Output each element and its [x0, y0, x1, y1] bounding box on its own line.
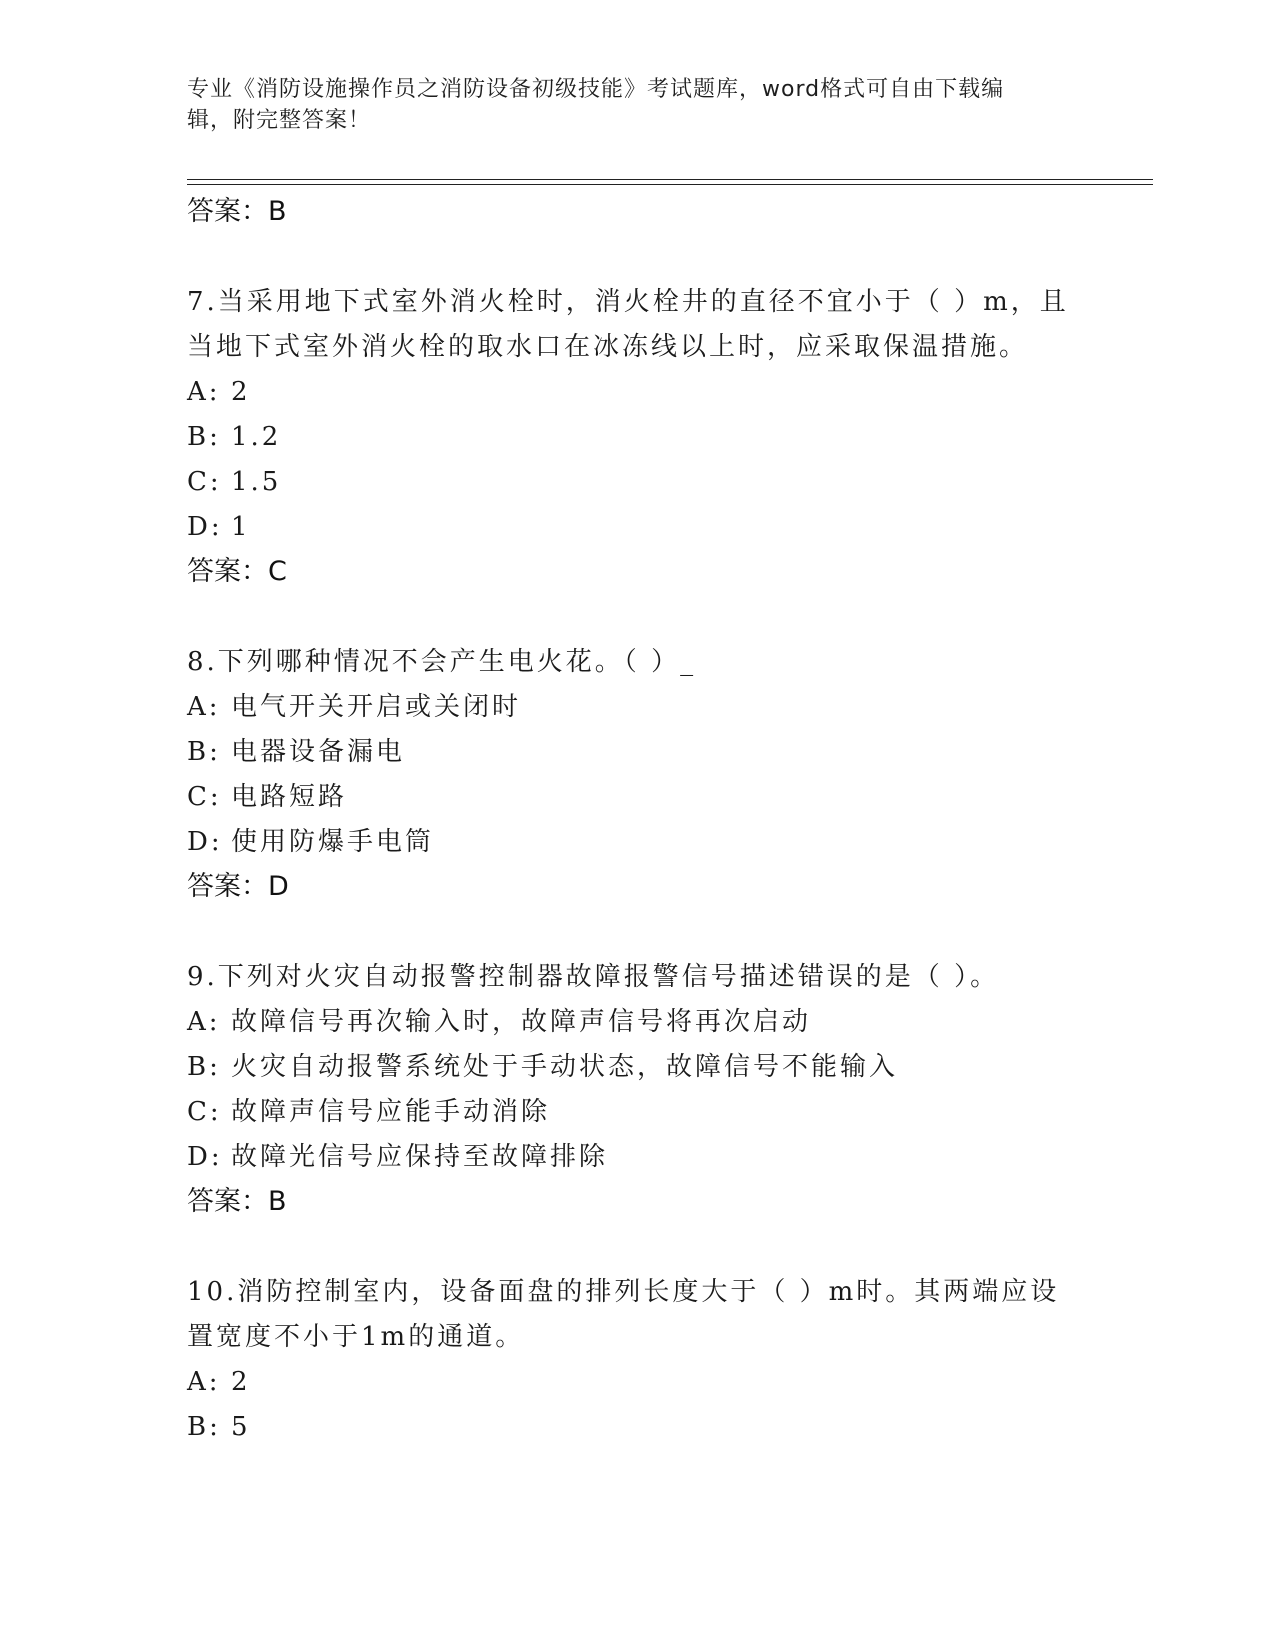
option-text: 2 [231, 1367, 251, 1397]
question-stem [187, 955, 1087, 1000]
option-a [187, 1000, 1087, 1045]
answer: 答案：C [187, 556, 287, 587]
option-text: 电气开关开启或关闭时 [231, 692, 522, 722]
question-stem-line-2: 置宽度不小于1m的通道。 [187, 1322, 525, 1352]
option-letter: B: [187, 1052, 221, 1082]
question-10 [187, 1270, 1087, 1450]
option-text: 2 [231, 377, 251, 407]
option-letter: B: [187, 422, 221, 452]
option-letter: C: [187, 467, 222, 497]
header-divider-bottom [187, 184, 1153, 185]
option-a [187, 370, 1087, 415]
option-letter: B: [187, 737, 221, 767]
option-c [187, 775, 1087, 820]
option-letter: A: [187, 1367, 221, 1397]
question-stem [187, 640, 1087, 685]
document-header [187, 74, 1067, 136]
question-stem-line-1: 9.下列对火灾自动报警控制器故障报警信号描述错误的是（ ）。 [187, 962, 1000, 992]
header-line-2: 辑，附完整答案！ [187, 108, 372, 133]
option-text: 故障信号再次输入时，故障声信号将再次启动 [231, 1007, 812, 1037]
option-letter: A: [187, 377, 221, 407]
option-c [187, 460, 1087, 505]
option-d [187, 505, 1087, 550]
option-letter: A: [187, 1007, 221, 1037]
previous-answer: 答案：B [187, 196, 287, 227]
option-letter: B: [187, 1412, 221, 1442]
option-letter: A: [187, 692, 221, 722]
question-8 [187, 640, 1087, 909]
option-letter: C: [187, 1097, 222, 1127]
option-letter: D: [187, 1142, 223, 1172]
option-letter: D: [187, 827, 223, 857]
header-line-1: 专业《消防设施操作员之消防设备初级技能》考试题库，word格式可自由下载编 [187, 77, 1005, 102]
option-c [187, 1090, 1087, 1135]
option-letter: C: [187, 782, 222, 812]
option-text: 1 [231, 512, 251, 542]
question-stem-line-1: 7.当采用地下式室外消火栓时，消火栓井的直径不宜小于（ ）m，且 [187, 287, 1069, 317]
option-b [187, 415, 1087, 460]
question-stem [187, 1270, 1087, 1360]
header-divider-top [187, 179, 1153, 180]
option-text: 火灾自动报警系统处于手动状态，故障信号不能输入 [231, 1052, 899, 1082]
option-a [187, 1360, 1087, 1405]
answer: 答案：B [187, 1186, 287, 1217]
question-stem [187, 280, 1087, 370]
option-text: 电路短路 [231, 782, 348, 812]
question-stem-line-1: 8.下列哪种情况不会产生电火花。（ ）_ [187, 647, 697, 677]
answer: 答案：D [187, 871, 289, 902]
question-stem-line-1: 10.消防控制室内，设备面盘的排列长度大于（ ）m时。其两端应设 [187, 1277, 1060, 1307]
question-9 [187, 955, 1087, 1224]
option-text: 使用防爆手电筒 [231, 827, 435, 857]
option-d [187, 1135, 1087, 1180]
option-text: 电器设备漏电 [231, 737, 406, 767]
option-letter: D: [187, 512, 223, 542]
option-text: 故障光信号应保持至故障排除 [231, 1142, 609, 1172]
option-b [187, 730, 1087, 775]
option-text: 5 [231, 1412, 251, 1442]
option-text: 1.2 [231, 422, 282, 452]
question-stem-line-2: 当地下式室外消火栓的取水口在冰冻线以上时，应采取保温措施。 [187, 332, 1029, 362]
option-text: 1.5 [231, 467, 282, 497]
question-body [187, 190, 1087, 1450]
option-b [187, 1405, 1087, 1450]
option-b [187, 1045, 1087, 1090]
option-d [187, 820, 1087, 865]
option-text: 故障声信号应能手动消除 [231, 1097, 551, 1127]
option-a [187, 685, 1087, 730]
question-7 [187, 280, 1087, 594]
